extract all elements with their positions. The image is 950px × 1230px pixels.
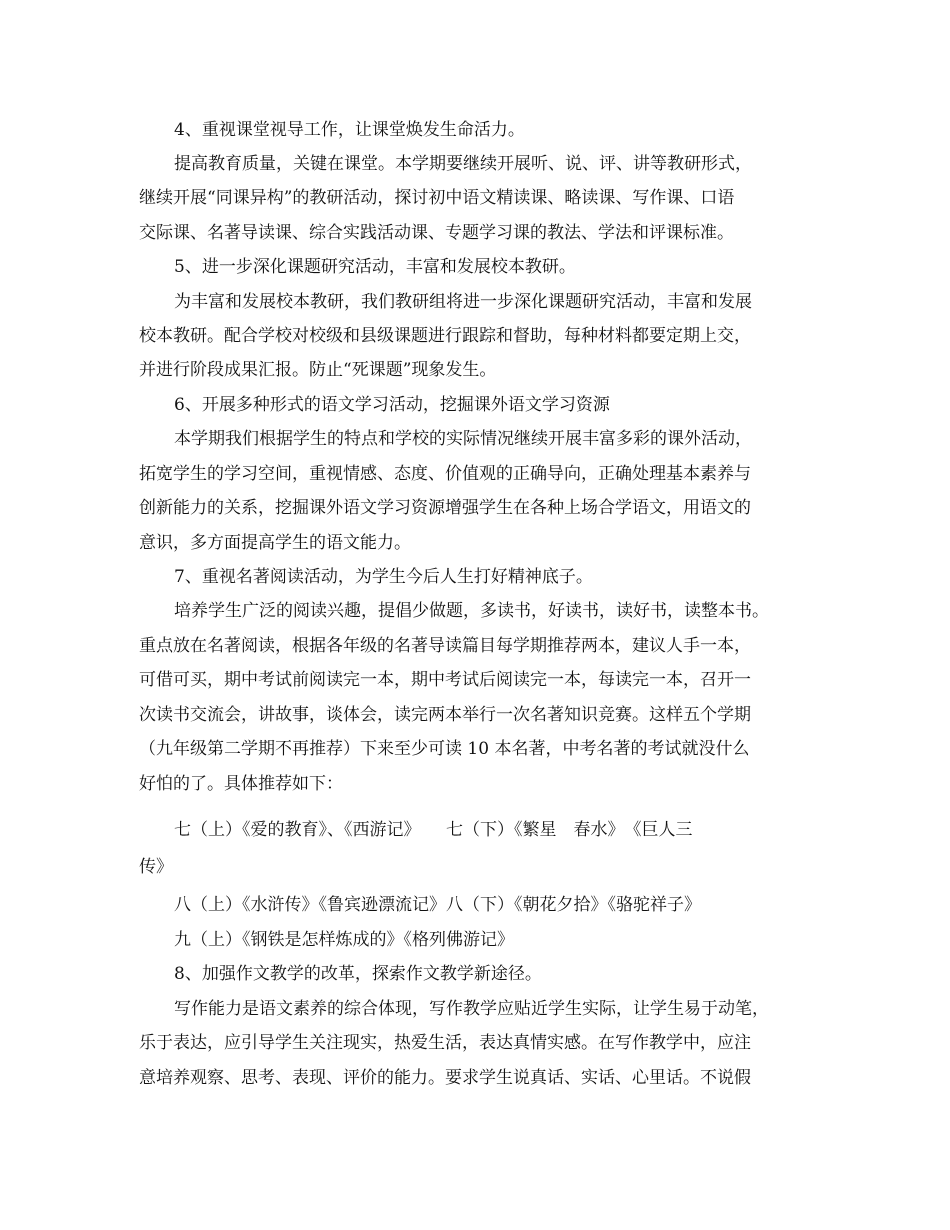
paragraph-line: 创新能力的关系，挖掘课外语文学习资源增强学生在各种上场合学语文，用语文的: [139, 498, 751, 518]
heading-item-5: 5、进一步深化课题研究活动，丰富和发展校本教研。: [174, 257, 576, 277]
paragraph-line: 继续开展“同课异构”的教研活动，探讨初中语文精读课、略读课、写作课、口语: [139, 188, 735, 208]
paragraph-line: 乐于表达，应引导学生关注现实，热爱生活，表达真情实感。在写作教学中，应注: [139, 1033, 751, 1053]
paragraph-line: 意培养观察、思考、表现、评价的能力。要求学生说真话、实话、心里话。不说假: [139, 1068, 751, 1088]
paragraph-line: 校本教研。配合学校对校级和县级课题进行跟踪和督助，每种材料都要定期上交，: [139, 326, 751, 346]
paragraph-line: 可借可买，期中考试前阅读完一本，期中考试后阅读完一本，每读完一本，召开一: [139, 670, 751, 690]
paragraph-line: 本学期我们根据学生的特点和学校的实际情况继续开展丰富多彩的课外活动，: [174, 429, 752, 449]
book-list-grade-8: 八（上）《水浒传》《鲁宾逊漂流记》八（下）《朝花夕拾》《骆驼祥子》: [174, 895, 701, 915]
paragraph-line: 重点放在名著阅读，根据各年级的名著导读篇目每学期推荐两本，建议人手一本，: [139, 636, 751, 656]
paragraph-line: 意识，多方面提高学生的语文能力。: [139, 533, 411, 553]
paragraph-line: （九年级第二学期不再推荐）下来至少可读 10 本名著，中考名著的考试就没什么: [139, 739, 750, 759]
heading-item-6: 6、开展多种形式的语文学习活动，挖掘课外语文学习资源: [174, 395, 610, 415]
paragraph-line: 写作能力是语文素养的综合体现，写作教学应贴近学生实际，让学生易于动笔，: [174, 999, 769, 1019]
paragraph-line: 培养学生广泛的阅读兴趣，提倡少做题，多读书，好读书，读好书，读整本书。: [174, 601, 769, 621]
heading-item-8: 8、加强作文教学的改革，探索作文教学新途径。: [174, 964, 542, 984]
paragraph-line: 好怕的了。具体推荐如下：: [139, 774, 343, 794]
heading-item-7: 7、重视名著阅读活动，为学生今后人生打好精神底子。: [174, 567, 593, 587]
paragraph-line: 交际课、名著导读课、综合实践活动课、专题学习课的教法、学法和评课标准。: [139, 223, 734, 243]
heading-item-4: 4、重视课堂视导工作，让课堂焕发生命活力。: [174, 120, 525, 140]
book-list-grade-7: 七（上）《爱的教育》、《西游记》 七（下）《繁星 春水》 《巨人三: [174, 820, 693, 840]
paragraph-line: 提高教育质量，关键在课堂。本学期要继续开展听、说、评、讲等教研形式，: [174, 154, 752, 174]
paragraph-line: 次读书交流会，讲故事，谈体会，读完两本举行一次名著知识竞赛。这样五个学期: [139, 705, 751, 725]
paragraph-line: 拓宽学生的学习空间，重视情感、态度、价值观的正确导向，正确处理基本素养与: [139, 464, 751, 484]
paragraph-line: 为丰富和发展校本教研，我们教研组将进一步深化课题研究活动，丰富和发展: [174, 292, 752, 312]
paragraph-line: 并进行阶段成果汇报。防止“死课题”现象发生。: [139, 360, 497, 380]
book-list-grade-7-cont: 传》: [139, 857, 173, 877]
book-list-grade-9: 九（上）《钢铁是怎样炼成的》《格列佛游记》: [174, 930, 514, 950]
